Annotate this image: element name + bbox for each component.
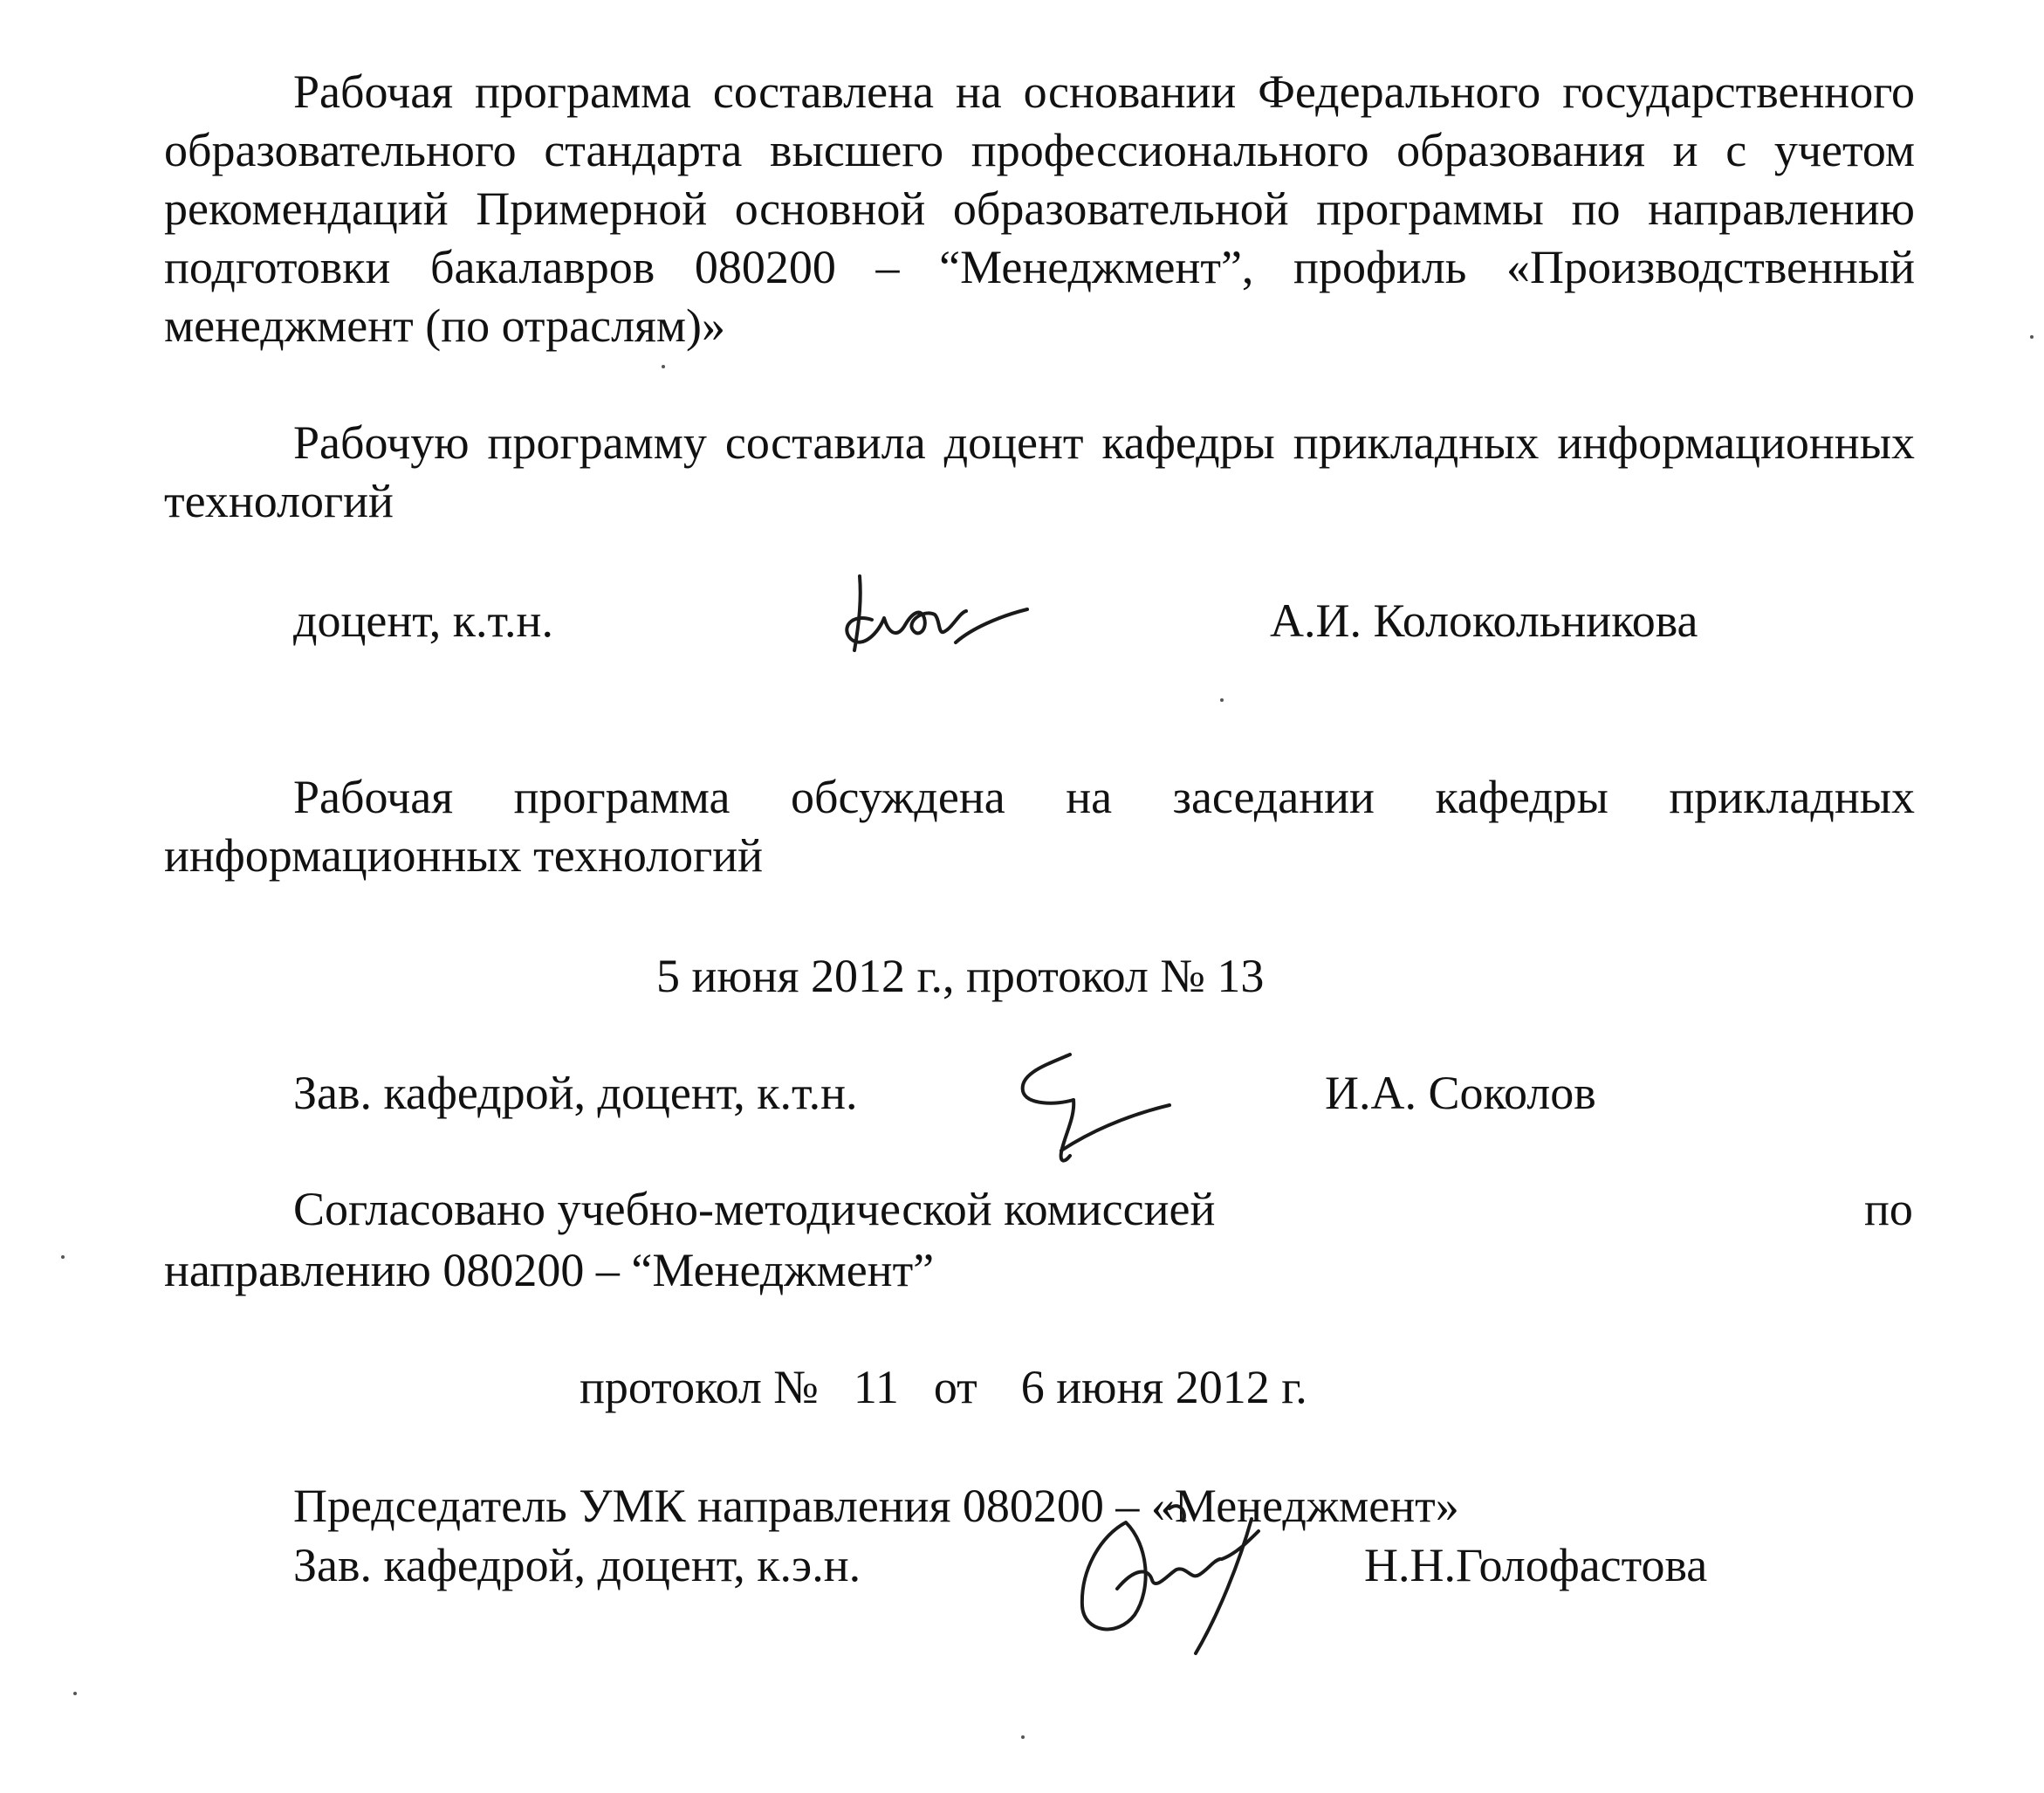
protocol-line <box>580 1358 1307 1417</box>
author-title: доцент, к.т.н. <box>293 594 553 647</box>
chair-line: Председатель УМК направления 080200 – «Менеджмент» <box>293 1480 1459 1532</box>
author-paragraph <box>164 414 1915 531</box>
protocol-label: протокол № <box>580 1361 819 1413</box>
chair-title: Зав. кафедрой, доцент, к.э.н. <box>293 1539 861 1591</box>
scan-speck <box>1021 1735 1025 1739</box>
protocol-number: 11 <box>853 1361 899 1413</box>
head-title: Зав. кафедрой, доцент, к.т.н. <box>293 1067 858 1119</box>
scan-speck <box>73 1692 77 1695</box>
protocol-from: от <box>933 1361 977 1413</box>
scan-speck <box>662 365 665 368</box>
chair-name: Н.Н.Голофастова <box>1364 1539 1708 1591</box>
basis-paragraph-text: Рабочая программа составлена на основании Федерального государственного образовательного стандарта высшего профессионального образования и с учетом рекомендаций Примерной основной образовательной программы по направлению подготовки бакалавров 080200 – “Менеджмент”, профиль «Производственный менеджмент (по отраслям)» <box>164 65 1915 352</box>
author-paragraph-text: Рабочую программу составила доцент кафедры прикладных информационных технологий <box>164 416 1915 527</box>
head-signature-image <box>1012 1048 1187 1178</box>
approval-tail: по <box>1864 1183 1913 1235</box>
meeting-protocol: 5 июня 2012 г., протокол № 13 <box>656 950 1265 1002</box>
chair-signature-image <box>1065 1484 1318 1659</box>
head-name: И.А. Соколов <box>1325 1067 1596 1119</box>
scan-speck <box>1220 698 1224 702</box>
author-name: А.И. Колокольникова <box>1270 594 1698 647</box>
discussion-paragraph-text: Рабочая программа обсуждена на заседании кафедры прикладных информационных технологий <box>164 771 1915 882</box>
discussion-paragraph <box>164 768 1915 885</box>
scan-speck <box>61 1255 65 1259</box>
basis-paragraph <box>164 63 1915 355</box>
approval-text: Согласовано учебно-методической комиссией <box>293 1183 1216 1235</box>
approval-direction: направлению 080200 – “Менеджмент” <box>164 1244 935 1296</box>
protocol-date: 6 июня 2012 г. <box>1020 1361 1307 1413</box>
author-signature-image <box>833 567 1034 663</box>
scan-speck <box>2030 335 2034 339</box>
